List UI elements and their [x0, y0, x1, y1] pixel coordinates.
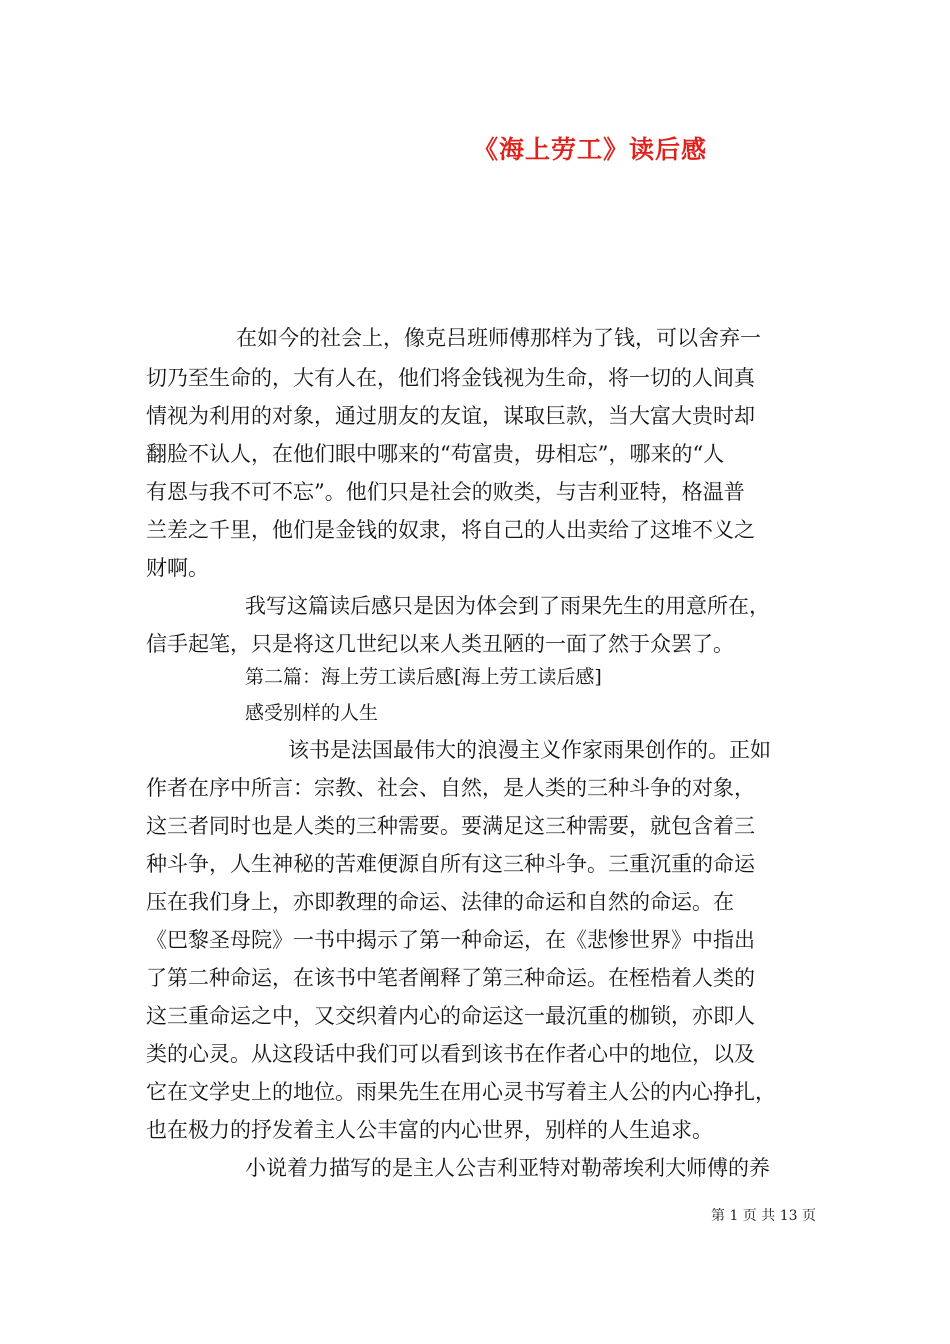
document-title: 《海上劳工》读后感 [473, 135, 708, 164]
body-line: 类的心灵。从这段话中我们可以看到该书在作者心中的地位，以及 [146, 1042, 755, 1066]
body-line: 压在我们身上，亦即教理的命运、法律的命运和自然的命运。在 [146, 890, 734, 914]
body-line: 信手起笔，只是将这几世纪以来人类丑陋的一面了然于众罢了。 [146, 632, 734, 656]
body-line: 财啊。 [146, 556, 209, 580]
body-line: 翻脸不认人，在他们眼中哪来的“苟富贵，毋相忘”，哪来的“人 [146, 442, 725, 466]
body-line: 在如今的社会上，像克吕班师傅那样为了钱，可以舍弃一 [236, 326, 761, 350]
body-line: 这三者同时也是人类的三种需要。要满足这三种需要，就包含着三 [146, 814, 755, 838]
body-line: 了第二种命运，在该书中笔者阐释了第三种命运。在桎梏着人类的 [146, 966, 755, 990]
body-line: 小说着力描写的是主人公吉利亚特对勒蒂埃利大师傅的养 [245, 1156, 770, 1180]
body-line: 有恩与我不可不忘”。他们只是社会的败类，与吉利亚特，格温普 [146, 480, 745, 504]
page-number-footer: 第 1 页 共 13 页 [711, 1208, 816, 1224]
body-line: 兰差之千里，他们是金钱的奴隶，将自己的人出卖给了这堆不义之 [146, 518, 755, 542]
body-line: 《巴黎圣母院》一书中揭示了第一种命运，在《悲惨世界》中指出 [146, 928, 755, 952]
body-line: 该书是法国最伟大的浪漫主义作家雨果创作的。正如 [288, 738, 771, 762]
body-line: 情视为利用的对象，通过朋友的友谊，谋取巨款，当大富大贵时却 [146, 404, 755, 428]
section-heading: 第二篇：海上劳工读后感[海上劳工读后感] [245, 666, 602, 688]
body-line: 作者在序中所言：宗教、社会、自然，是人类的三种斗争的对象， [146, 776, 755, 800]
body-line: 我写这篇读后感只是因为体会到了雨果先生的用意所在， [245, 594, 770, 618]
section-subtitle: 感受别样的人生 [245, 702, 379, 724]
body-line: 这三重命运之中，又交织着内心的命运这一最沉重的枷锁，亦即人 [146, 1004, 755, 1028]
body-line: 它在文学史上的地位。雨果先生在用心灵书写着主人公的内心挣扎， [146, 1080, 776, 1104]
body-line: 也在极力的抒发着主人公丰富的内心世界，别样的人生追求。 [146, 1118, 713, 1142]
body-line: 切乃至生命的，大有人在，他们将金钱视为生命，将一切的人间真 [146, 366, 755, 390]
body-line: 种斗争，人生神秘的苦难便源自所有这三种斗争。三重沉重的命运 [146, 852, 755, 876]
